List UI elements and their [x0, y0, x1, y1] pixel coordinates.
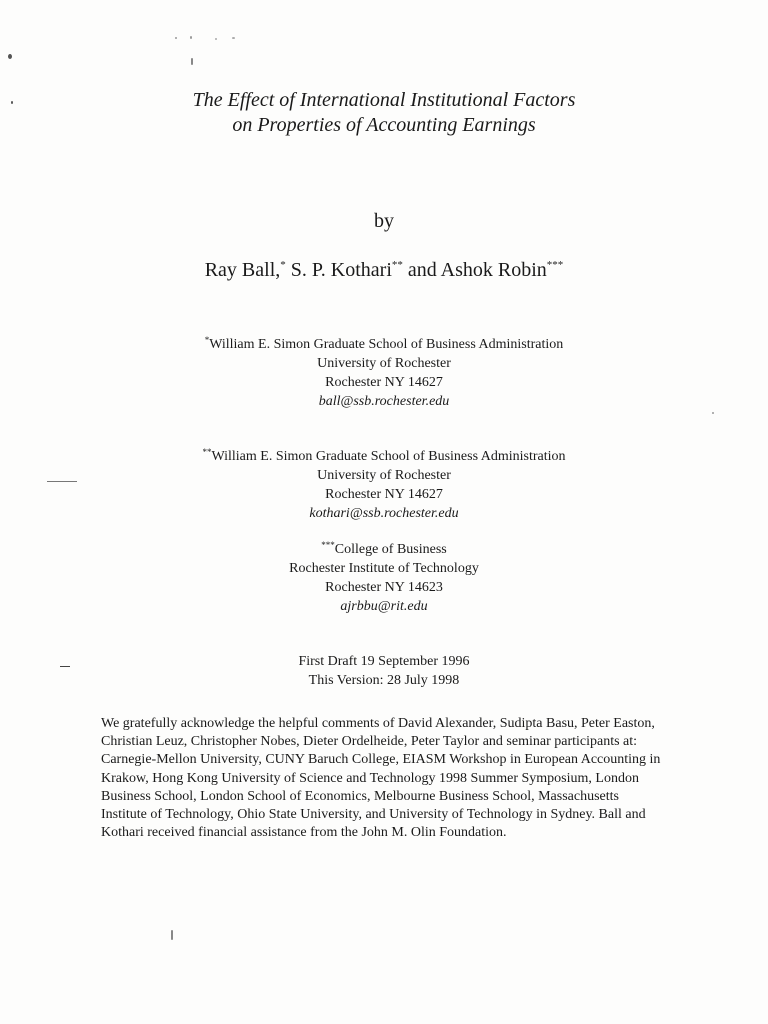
scan-speck [191, 58, 193, 65]
draft-dates [0, 652, 768, 690]
affiliation-address: Rochester NY 14627 [325, 375, 443, 390]
author-footnote-mark: *** [546, 259, 564, 271]
scan-speck [215, 38, 217, 40]
author-name: Ray Ball, [204, 259, 281, 281]
scan-speck [8, 54, 12, 59]
paper-title-line-1: The Effect of International Institutional Factors [192, 89, 576, 111]
author-name: Ashok Robin [440, 259, 547, 281]
affiliation-mark: ** [202, 447, 212, 457]
scan-speck [190, 36, 192, 39]
affiliation-email: kothari@ssb.rochester.edu [309, 506, 459, 521]
affiliation-school: William E. Simon Graduate School of Business Administration [209, 337, 564, 352]
scan-speck [712, 412, 714, 414]
acknowledgement-paragraph: We gratefully acknowledge the helpful comments of David Alexander, Sudipta Basu, Peter Easton, Christian Leuz, Christopher Nobes, Dieter Ordelheide, Peter Taylor and seminar participants at: Carnegie-Mellon University, CUNY Baruch College, EIASM Workshop in European Accounting in Krakow, Hong Kong University of Science and Technology 1998 Summer Symposium, London Business School, London School of Economics, Melbourne Business School, Massachusetts Institute of Technology, Ohio State University, and University of Technology in Sydney. Ball and Kothari received financial assistance from the John M. Olin Foundation. [101, 716, 661, 841]
affiliation-mark: *** [321, 540, 335, 550]
author-footnote-mark: ** [391, 259, 403, 271]
author-conjunction: and [407, 259, 437, 281]
author-list [0, 259, 768, 282]
affiliation-block [0, 335, 768, 411]
paper-title-line-2: on Properties of Accounting Earnings [232, 114, 536, 136]
this-version-date: This Version: 28 July 1998 [308, 673, 460, 688]
affiliation-address: Rochester NY 14627 [325, 487, 443, 502]
first-draft-date: First Draft 19 September 1996 [298, 654, 470, 669]
affiliation-email: ball@ssb.rochester.edu [318, 394, 450, 409]
affiliation-university: Rochester Institute of Technology [289, 561, 479, 576]
affiliation-email: ajrbbu@rit.edu [340, 599, 428, 614]
affiliation-block [0, 447, 768, 523]
affiliation-school: College of Business [334, 542, 447, 557]
author-name: S. P. Kothari [290, 259, 392, 281]
scan-speck [175, 37, 177, 39]
affiliation-university: University of Rochester [317, 468, 451, 483]
scan-speck [171, 930, 173, 940]
scan-speck [232, 37, 235, 39]
affiliation-school: William E. Simon Graduate School of Business Administration [211, 449, 566, 464]
affiliation-address: Rochester NY 14623 [325, 580, 443, 595]
byline-label: by [374, 210, 394, 232]
author-footnote-mark: * [280, 259, 286, 271]
affiliation-block [0, 540, 768, 616]
affiliation-university: University of Rochester [317, 356, 451, 371]
affiliation-mark: * [204, 335, 210, 345]
